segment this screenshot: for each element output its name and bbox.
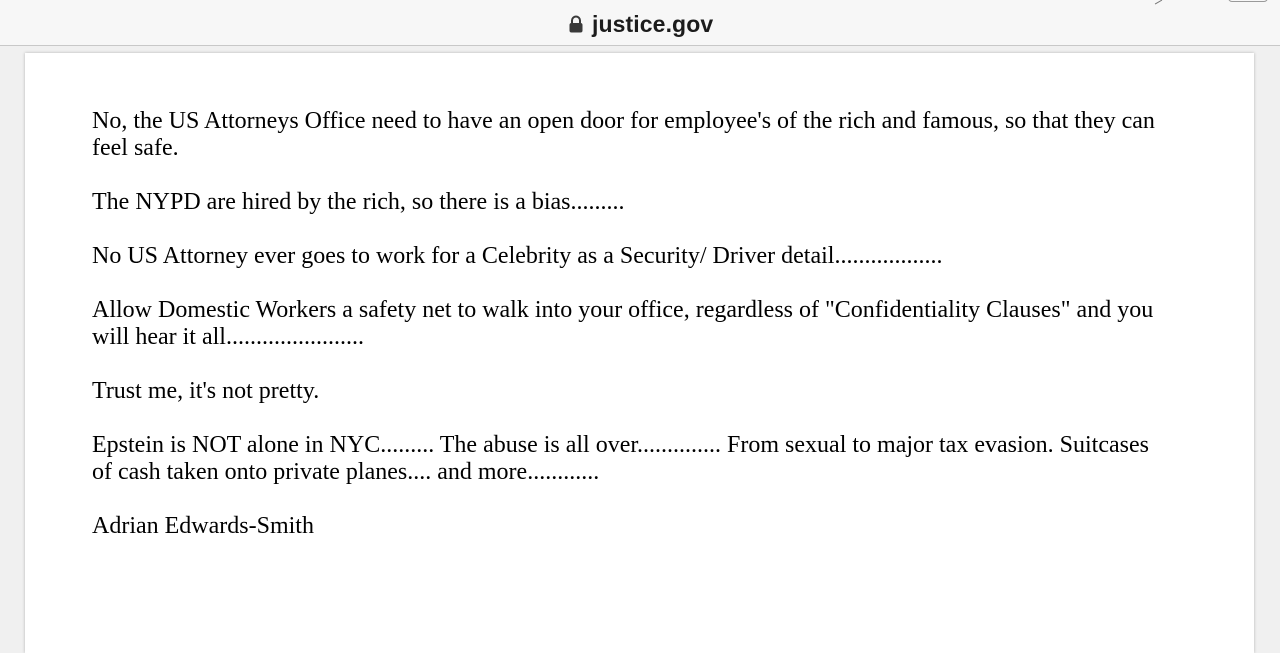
tabs-button[interactable]: [1228, 0, 1268, 2]
paragraph-1: No, the US Attorneys Office need to have an open door for employee's of the rich and famous, so that they can feel safe.: [92, 108, 1155, 161]
signature: Adrian Edwards-Smith: [92, 513, 314, 539]
paragraph-4: Allow Domestic Workers a safety net to walk into your office, regardless of "Confidentiality Clauses" and you will hear it all.......................: [92, 297, 1154, 350]
paragraph-6: Epstein is NOT alone in NYC......... The abuse is all over.............. From sexual to major tax evasion. Suitcases of cash taken onto private planes.... and more............: [92, 432, 1149, 485]
paragraph-3: No US Attorney ever goes to work for a Celebrity as a Security/ Driver detail..................: [92, 243, 943, 269]
browser-address-bar[interactable]: [0, 0, 1280, 46]
lock-icon: [568, 15, 584, 33]
chevron-icon: [1152, 0, 1162, 5]
url-display[interactable]: [568, 10, 713, 38]
paragraph-5: Trust me, it's not pretty.: [92, 378, 320, 404]
document-body: [92, 108, 1192, 567]
paragraph-2: The NYPD are hired by the rich, so there is a bias.........: [92, 189, 625, 215]
document-page: [25, 53, 1254, 653]
url-text: justice.gov: [592, 10, 714, 37]
